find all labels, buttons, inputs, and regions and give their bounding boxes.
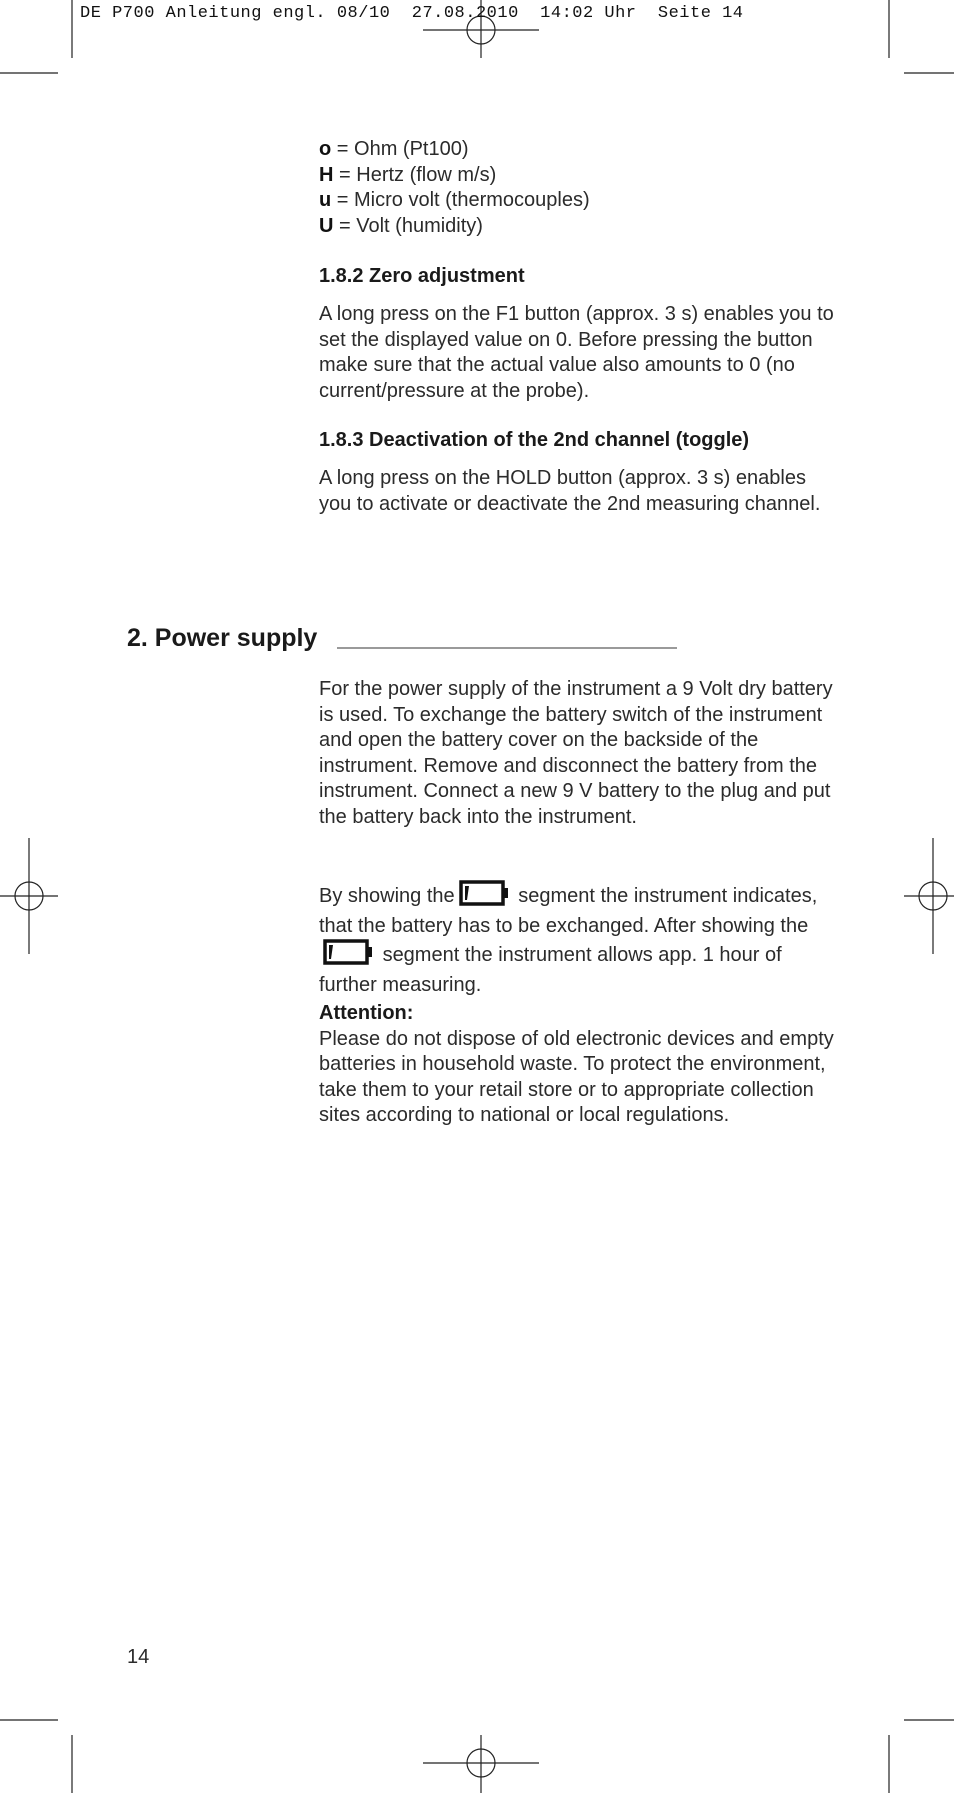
power-supply-body: For the power supply of the instrument a 9 Volt dry battery is used. To exchange the battery switch of the instrument and open the battery cover on the backside of the instrument. Remove and disconnect the battery from the instrument. Connect a new 9 V battery to the plug and put the battery back into the instrument. (319, 678, 833, 828)
section-zero-adjustment (319, 264, 839, 290)
print-slug-line: DE P700 Anleitung engl. 08/10 27.08.2010 14:02 Uhr Seite 14 (80, 4, 744, 23)
battery-text-1: By showing the (319, 885, 455, 907)
legend-item: o = Ohm (Pt100) (319, 138, 469, 160)
section-body: A long press on the HOLD button (approx. 3 s) enables you to activate or deactivate the 2nd measuring channel. (319, 467, 821, 515)
battery-text-2: segment the instrument indicates, that the battery has to be exchanged. After showing the (319, 885, 818, 937)
battery-text-3: segment the instrument allows app. 1 hour of further measuring. (319, 944, 782, 996)
section-heading: 1.8.3 Deactivation of the 2nd channel (toggle) (319, 429, 750, 451)
page-number: 14 (127, 1646, 150, 1668)
section-deactivation (319, 428, 839, 454)
zero-adjustment-body-wrap (319, 302, 835, 404)
registration-target-right (904, 838, 954, 954)
attention-body: Please do not dispose of old electronic devices and empty batteries in household waste. To protect the environment, take them to your retail store or to appropriate collection sites according to national or local regulations. (319, 1027, 834, 1126)
legend-item: u = Micro volt (thermocouples) (319, 189, 590, 211)
chapter-heading: 2. Power supply (127, 624, 318, 652)
power-supply-body-wrap (319, 677, 835, 830)
heading-rule (337, 647, 677, 649)
registration-target-bottom (423, 1735, 539, 1793)
section-body: A long press on the F1 button (approx. 3 s) enables you to set the displayed value on 0. Before pressing the button make sure that the actual value also amounts to 0 (no current/pressure at the probe). (319, 303, 834, 402)
battery-low-icon (323, 939, 373, 973)
deactivation-body-wrap (319, 466, 835, 517)
section-heading: 1.8.2 Zero adjustment (319, 265, 525, 287)
attention-label: Attention: (319, 1002, 414, 1024)
attention-block (319, 1001, 835, 1129)
unit-legend (319, 137, 839, 239)
registration-target-left (0, 838, 58, 954)
legend-item: H = Hertz (flow m/s) (319, 163, 497, 186)
battery-indicator-paragraph (319, 880, 839, 998)
legend-item: U = Volt (humidity) (319, 214, 483, 237)
battery-low-icon (459, 880, 509, 914)
